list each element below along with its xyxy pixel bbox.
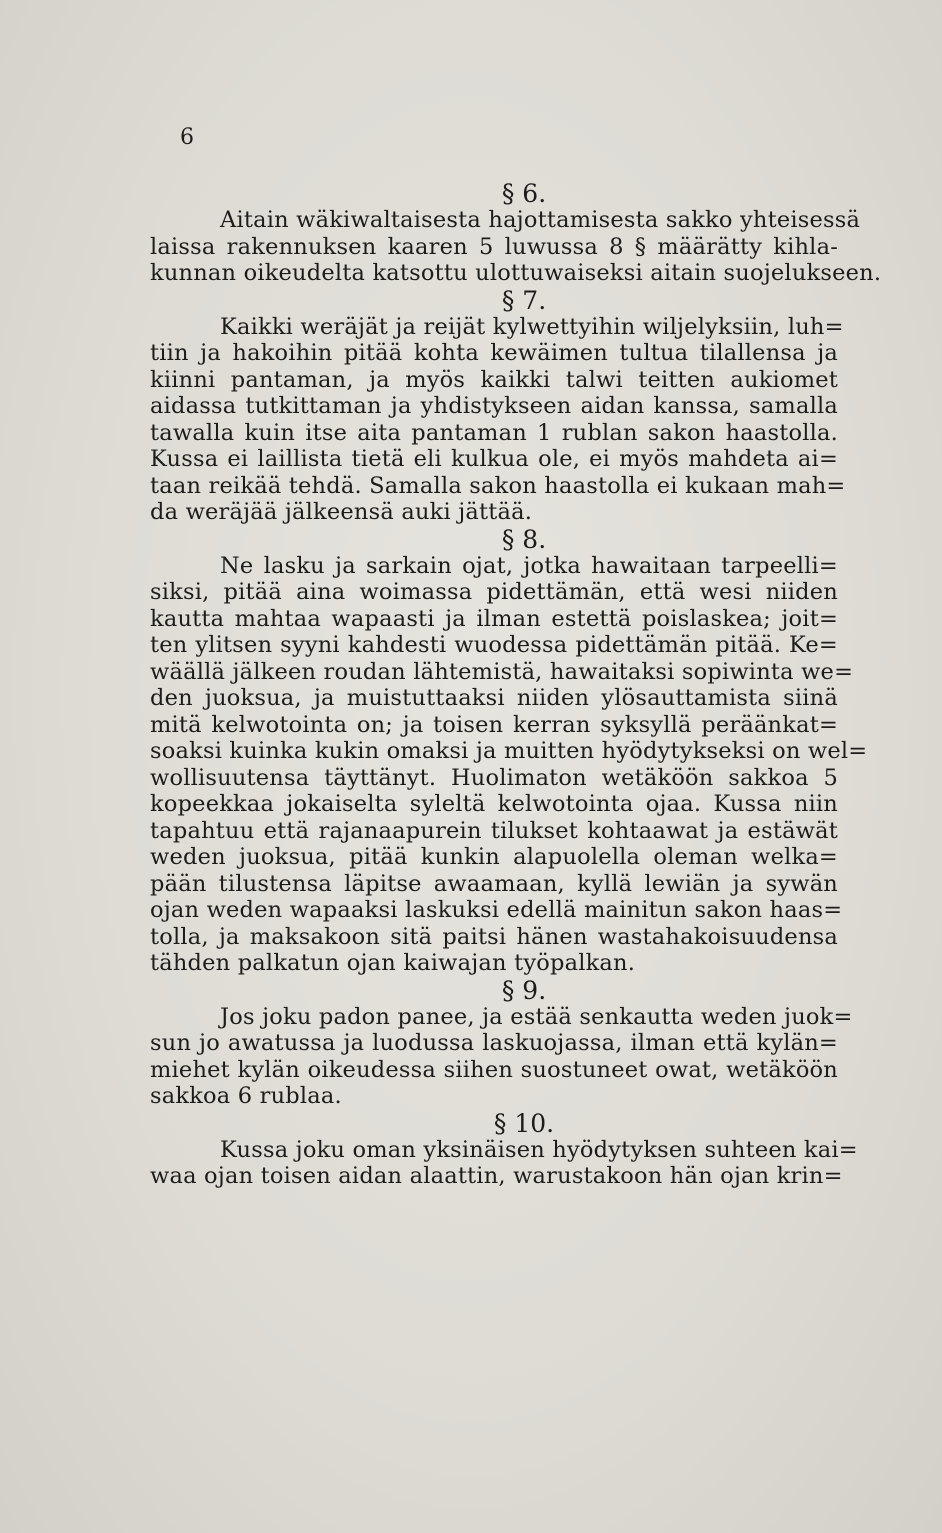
paragraph <box>150 1003 853 1110</box>
text-line: tolla, ja maksakoon sitä paitsi hänen wastahakoisuudensa <box>150 923 838 950</box>
text-line: Jos joku padon panee, ja estää senkautta weden juok= <box>220 1003 853 1030</box>
paragraph <box>150 552 868 977</box>
text-line: ojan weden wapaaksi laskuksi edellä mainitun sakon haas= <box>150 897 843 923</box>
text-line: waa ojan toisen aidan alaattin, warustakoon hän ojan krin= <box>150 1163 843 1189</box>
section-heading: § 7. <box>501 285 547 315</box>
section-heading: § 9. <box>501 975 547 1005</box>
section-10 <box>150 1108 858 1190</box>
text-line: sun jo awatussa ja luodussa laskuojassa, ilman että kylän= <box>150 1030 838 1056</box>
text-line: tiin ja hakoihin pitää kohta kewäimen tultua tilallensa ja <box>150 340 838 366</box>
text-line: weden juoksua, pitää kunkin alapuolella oleman welka= <box>150 844 838 870</box>
section-9 <box>150 975 853 1110</box>
text-line: wäällä jälkeen roudan lähtemistä, hawaitaksi sopiwinta we= <box>150 658 854 685</box>
section-heading: § 10. <box>493 1108 555 1138</box>
text-line: sakkoa 6 rublaa. <box>150 1083 342 1109</box>
text-line: tawalla kuin itse aita pantaman 1 rublan sakon haastolla. <box>150 419 838 446</box>
section-7 <box>150 285 846 526</box>
text-line: kunnan oikeudelta katsottu ulottuwaiseksi aitain suojelukseen. <box>150 260 882 286</box>
section-6 <box>150 179 882 287</box>
text-line: tapahtuu että rajanaapurein tilukset kohtaawat ja estäwät <box>150 817 838 844</box>
paragraph <box>150 313 846 526</box>
text-line: Ne lasku ja sarkain ojat, jotka hawaitaan tarpeelli= <box>220 552 838 579</box>
text-line: pään tilustensa läpitse awaamaan, kyllä lewiän ja sywän <box>150 870 838 897</box>
text-line: soaksi kuinka kukin omaksi ja muitten hyödytykseksi on wel= <box>150 738 868 764</box>
paragraph <box>150 1136 858 1190</box>
text-line: siksi, pitää aina woimassa pidettämän, että wesi niiden <box>150 579 838 605</box>
text-line: Kaikki weräjät ja reijät kylwettyihin wiljelyksiin, luh= <box>220 313 844 340</box>
text-line: ten ylitsen syyni kahdesti wuodessa pidettämän pitää. Ke= <box>150 632 838 658</box>
text-line: Kussa ei laillista tietä eli kulkua ole, ei myös mahdeta ai= <box>150 446 838 472</box>
text-block <box>150 179 882 1190</box>
section-8 <box>150 524 868 977</box>
paragraph <box>150 207 882 287</box>
text-line: mitä kelwotointa on; ja toisen kerran syksyllä peräänkat= <box>150 711 838 738</box>
text-line: kautta mahtaa wapaasti ja ilman estettä poislaskea; joit= <box>150 605 838 632</box>
text-line: laissa rakennuksen kaaren 5 luwussa 8 § määrätty kihla- <box>150 233 838 260</box>
text-line: kiinni pantaman, ja myös kaikki talwi teitten aukiomet <box>150 366 838 393</box>
section-heading: § 8. <box>501 524 547 554</box>
text-line: den juoksua, ja muistuttaaksi niiden ylösauttamista siinä <box>150 685 838 711</box>
text-line: da weräjää jälkeensä auki jättää. <box>150 499 533 525</box>
text-line: taan reikää tehdä. Samalla sakon haastolla ei kukaan mah= <box>150 472 846 499</box>
text-line: Kussa joku oman yksinäisen hyödytyksen suhteen kai= <box>220 1136 858 1163</box>
text-line: Aitain wäkiwaltaisesta hajottamisesta sakko yhteisessä <box>220 207 861 233</box>
text-line: aidassa tutkittaman ja yhdistykseen aidan kanssa, samalla <box>150 393 838 419</box>
text-line: wollisuutensa täyttänyt. Huolimaton wetäköön sakkoa 5 <box>150 764 838 791</box>
section-heading: § 6. <box>501 179 547 208</box>
text-line: miehet kylän oikeudessa siihen suostuneet owat, wetäköön <box>150 1056 838 1083</box>
text-line: kopeekkaa jokaiselta syleltä kelwotointa ojaa. Kussa niin <box>150 791 838 817</box>
text-line: tähden palkatun ojan kaiwajan työpalkan. <box>150 950 636 976</box>
page-number: 6 <box>180 125 194 150</box>
